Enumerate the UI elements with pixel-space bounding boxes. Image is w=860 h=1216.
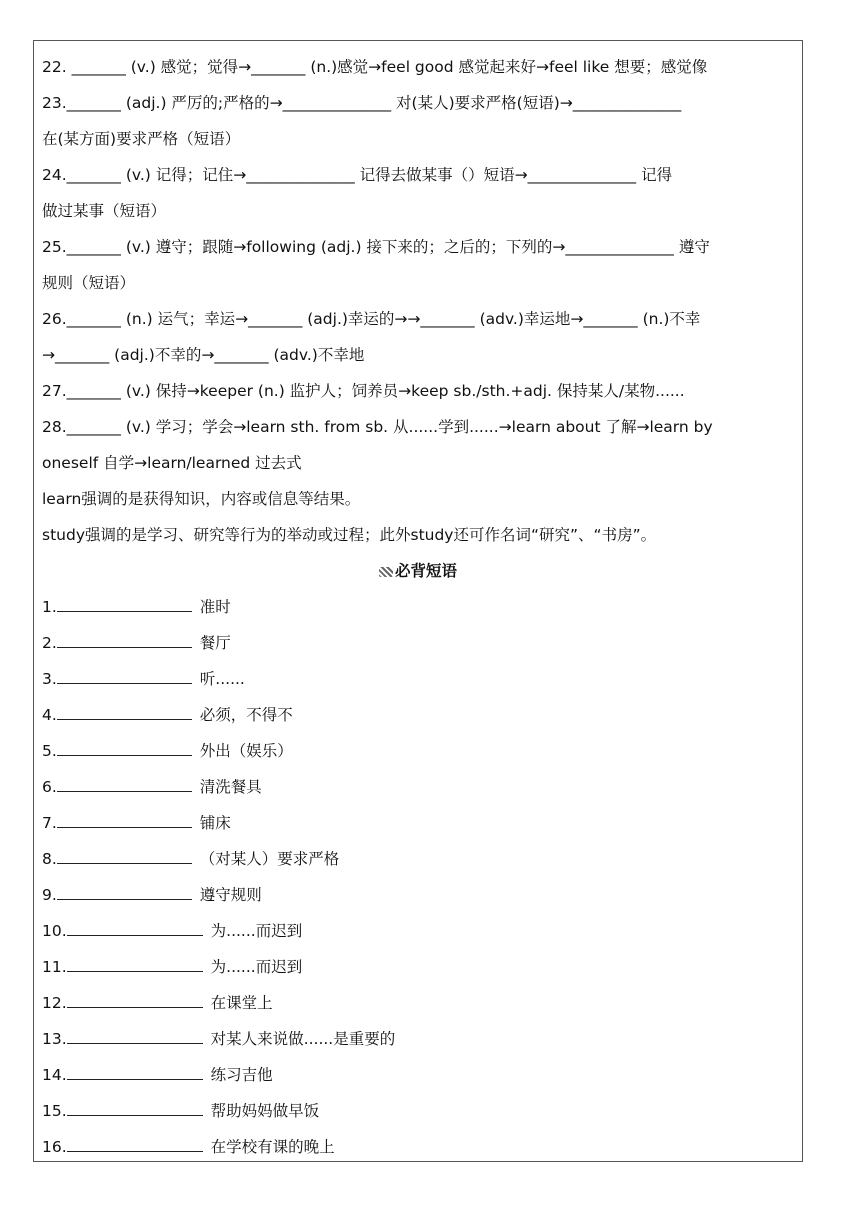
- phrase-number: 16.: [42, 1138, 67, 1156]
- answer-blank[interactable]: [67, 1137, 203, 1152]
- phrase-number: 11.: [42, 958, 67, 976]
- section-heading: [42, 553, 794, 589]
- phrase-number: 9.: [42, 886, 57, 904]
- phrase-meaning: 铺床: [199, 814, 231, 832]
- phrase-meaning: 在学校有课的晚上: [210, 1138, 335, 1156]
- phrase-item: [42, 913, 794, 949]
- answer-blank[interactable]: [67, 1101, 203, 1116]
- vocab-line-28-cont: oneself 自学→learn/learned 过去式: [42, 454, 302, 472]
- phrase-meaning: 餐厅: [199, 634, 231, 652]
- phrase-number: 4.: [42, 706, 57, 724]
- phrase-number: 7.: [42, 814, 57, 832]
- phrase-item: [42, 949, 794, 985]
- answer-blank[interactable]: [57, 777, 192, 792]
- answer-blank[interactable]: [57, 849, 192, 864]
- answer-blank[interactable]: [57, 813, 192, 828]
- worksheet-box: [33, 40, 803, 1162]
- answer-blank[interactable]: [67, 1029, 203, 1044]
- phrase-item: [42, 1129, 794, 1165]
- phrase-item: [42, 985, 794, 1021]
- note-study: study强调的是学习、研究等行为的举动或过程；此外study还可作名词“研究”、“书房”。: [42, 526, 657, 544]
- answer-blank[interactable]: [57, 741, 192, 756]
- phrase-item: [42, 661, 794, 697]
- section-heading-text: 必背短语: [394, 562, 457, 580]
- note-learn: learn强调的是获得知识，内容或信息等结果。: [42, 490, 361, 508]
- decorative-flag-icon: [379, 567, 393, 577]
- worksheet-content: [42, 49, 794, 1165]
- phrase-meaning: 在课堂上: [210, 994, 273, 1012]
- phrase-meaning: 对某人来说做......是重要的: [210, 1030, 396, 1048]
- phrase-item: [42, 1093, 794, 1129]
- phrase-number: 12.: [42, 994, 67, 1012]
- phrase-meaning: 为......而迟到: [210, 922, 303, 940]
- answer-blank[interactable]: [57, 705, 192, 720]
- phrase-item: [42, 1021, 794, 1057]
- phrase-meaning: 帮助妈妈做早饭: [210, 1102, 320, 1120]
- phrase-number: 1.: [42, 598, 57, 616]
- phrase-meaning: 外出（娱乐）: [199, 742, 293, 760]
- phrase-meaning: 准时: [199, 598, 231, 616]
- phrase-number: 13.: [42, 1030, 67, 1048]
- phrase-number: 3.: [42, 670, 57, 688]
- vocab-line-23-cont: 在(某方面)要求严格（短语）: [42, 130, 241, 148]
- vocab-line-26: 26._______ (n.) 运气；幸运→_______ (adj.)幸运的→→_______ (adv.)幸运地→_______ (n.)不幸: [42, 310, 701, 328]
- phrase-number: 5.: [42, 742, 57, 760]
- vocab-line-26-cont: →_______ (adj.)不幸的→_______ (adv.)不幸地: [42, 346, 365, 364]
- phrase-meaning: 清洗餐具: [199, 778, 262, 796]
- phrase-item: [42, 805, 794, 841]
- phrase-number: 2.: [42, 634, 57, 652]
- phrase-meaning: 为......而迟到: [210, 958, 303, 976]
- phrase-item: [42, 625, 794, 661]
- phrase-meaning: （对某人）要求严格: [199, 850, 340, 868]
- phrase-item: [42, 877, 794, 913]
- answer-blank[interactable]: [67, 1065, 203, 1080]
- phrase-number: 14.: [42, 1066, 67, 1084]
- vocab-line-25-cont: 规则（短语）: [42, 274, 136, 292]
- phrase-meaning: 练习吉他: [210, 1066, 273, 1084]
- phrase-number: 8.: [42, 850, 57, 868]
- phrase-item: [42, 1057, 794, 1093]
- vocab-line-24-cont: 做过某事（短语）: [42, 202, 167, 220]
- answer-blank[interactable]: [57, 885, 192, 900]
- phrase-item: [42, 733, 794, 769]
- phrase-item: [42, 697, 794, 733]
- vocab-line-25: 25._______ (v.) 遵守；跟随→following (adj.) 接下来的；之后的；下列的→______________ 遵守: [42, 238, 710, 256]
- answer-blank[interactable]: [57, 633, 192, 648]
- phrase-meaning: 听......: [199, 670, 245, 688]
- vocab-line-22: 22. _______ (v.) 感觉；觉得→_______ (n.)感觉→feel good 感觉起来好→feel like 想要；感觉像: [42, 58, 708, 76]
- phrase-meaning: 遵守规则: [199, 886, 262, 904]
- phrase-number: 15.: [42, 1102, 67, 1120]
- answer-blank[interactable]: [57, 669, 192, 684]
- vocab-line-23: 23._______ (adj.) 严厉的;严格的→______________ 对(某人)要求严格(短语)→______________: [42, 94, 682, 112]
- vocab-line-24: 24._______ (v.) 记得；记住→______________ 记得去做某事（）短语→______________ 记得: [42, 166, 673, 184]
- answer-blank[interactable]: [57, 597, 192, 612]
- phrase-meaning: 必须，不得不: [199, 706, 293, 724]
- vocab-line-27: 27._______ (v.) 保持→keeper (n.) 监护人；饲养员→keep sb./sth.+adj. 保持某人/某物......: [42, 382, 685, 400]
- phrase-item: [42, 769, 794, 805]
- answer-blank[interactable]: [67, 993, 203, 1008]
- answer-blank[interactable]: [67, 921, 203, 936]
- phrase-number: 6.: [42, 778, 57, 796]
- phrase-item: [42, 589, 794, 625]
- phrase-number: 10.: [42, 922, 67, 940]
- vocab-line-28: 28._______ (v.) 学习；学会→learn sth. from sb. 从......学到......→learn about 了解→learn by: [42, 418, 713, 436]
- answer-blank[interactable]: [67, 957, 203, 972]
- phrase-item: [42, 841, 794, 877]
